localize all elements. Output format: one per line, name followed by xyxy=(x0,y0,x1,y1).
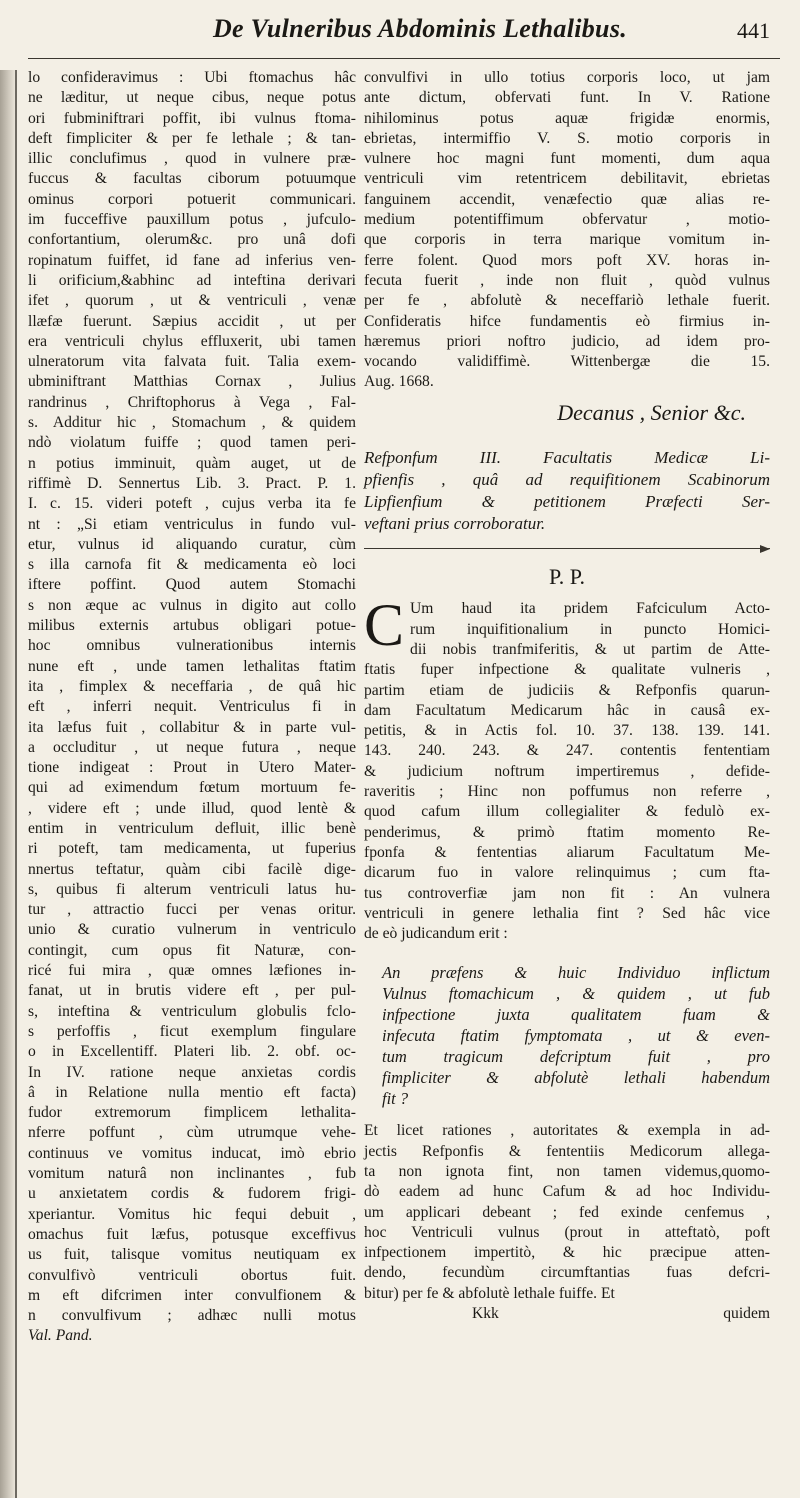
text-line: ubminiftrant Matthias Cornax , Julius xyxy=(28,373,356,391)
text-line: petitis, & in Actis fol. 10. 37. 138. 139. 141. xyxy=(364,722,770,740)
text-line: I. c. 15. videri poteft , cujus verba ita fe xyxy=(28,495,356,513)
text-line: im fucceffive pauxillum potus , jufculo- xyxy=(28,211,356,229)
text-line: eft , inferri nequit. Ventriculus fi in xyxy=(28,698,356,716)
text-line: tione indigeat : Prout in Utero Mater- xyxy=(28,759,356,777)
text-line: ri poteft, tam medicamenta, ut fuperius xyxy=(28,840,356,858)
text-line: â in Relatione nulla mentio eft facta) xyxy=(28,1083,356,1101)
text-line: li orificium,&abhinc ad inteftina derivari xyxy=(28,271,356,289)
text-line: illic conclufimus , quod in vulnere præ- xyxy=(28,150,356,168)
text-line: An præfens & huic Individuo inflictum xyxy=(382,963,770,983)
text-line: hoc omnibus vulnerationibus internis xyxy=(28,637,356,655)
text-line: fuccus & facultas ciborum potuumque xyxy=(28,170,356,188)
text-line: omachus fuit læfus, potusque exceffivus xyxy=(28,1225,356,1243)
text-line: tur , attractio fucci per venas oritur. xyxy=(28,901,356,919)
text-line: convulfivi in ullo totius corporis loco, ut jam xyxy=(364,69,770,86)
text-line: penderimus, & primò ftatim momento Re- xyxy=(364,823,770,841)
text-line: ante dictum, obfervati funt. In V. Ratione xyxy=(364,89,770,107)
page-footer xyxy=(364,1304,770,1324)
text-line: ropinatum fuiffet, id fane ad inferius ven- xyxy=(28,251,356,269)
text-line: 143. 240. 243. & 247. contentis fententiam xyxy=(364,742,770,760)
text-line: xperiantur. Vomitus hic fequi debuit , xyxy=(28,1205,356,1223)
text-line: Et licet rationes , autoritates & exempla in ad- xyxy=(364,1122,770,1140)
text-line: de eò judicandum erit : xyxy=(364,925,508,943)
text-line: ftatis fuper infpectione & qualitate vulneris , xyxy=(364,661,770,679)
text-line: bitur) per fe & abfolutè lethale fuiffe. Et xyxy=(364,1284,615,1302)
text-line: iftere poffint. Quod autem Stomachi xyxy=(28,576,356,594)
text-line: Lipfienfium & petitionem Præfecti Ser- xyxy=(364,492,770,512)
text-line: era ventriculi chylus effluxerit, ubi tamen xyxy=(28,332,356,350)
text-line: nferre poffunt , cùm utrumque vehe- xyxy=(28,1124,356,1142)
left-column xyxy=(28,68,356,1347)
text-line: Confideratis hifce fundamentis eò firmius in- xyxy=(364,312,770,330)
text-line: fimpliciter & abfolutè lethali habendum xyxy=(382,1068,770,1088)
text-line: vulnere hoc magni funt momenti, dum aqua xyxy=(364,150,770,168)
text-line: n potius imminuit, quàm auget, ut de xyxy=(28,454,356,472)
text-line: fudor extremorum fimplicem lethalita- xyxy=(28,1104,356,1122)
text-line: , videre eft ; unde illud, quod lentè & xyxy=(28,799,356,817)
text-line: fanguinem accendit, venæfectio quæ alias re- xyxy=(364,190,770,208)
text-line: In IV. ratione neque anxietas cordis xyxy=(28,1063,356,1081)
text-line: o in Excellentiff. Plateri lib. 2. obf. oc- xyxy=(28,1043,356,1061)
text-line: Val. Pand. xyxy=(28,1327,93,1345)
header-rule xyxy=(28,58,780,59)
paragraph-judgement xyxy=(364,1121,770,1304)
page-header xyxy=(70,14,770,50)
text-line: fponfa & fententias aliarum Facultatum Me- xyxy=(364,843,770,861)
text-line: Um haud ita pridem Fafciculum Acto- xyxy=(410,600,770,618)
text-line: rum inquifitionalium in puncto Homici- xyxy=(410,620,770,638)
text-line: a occluditur , ut neque futura , neque xyxy=(28,738,356,756)
text-line: ita , fimplex & neceffaria , de quâ hic xyxy=(28,677,356,695)
text-line: etur, vulnus id aliquando curatur, cùm xyxy=(28,535,356,553)
text-line: raveritis ; Hinc non poffumus non referre , xyxy=(364,783,770,801)
text-line: fanat, ut in brutis videre eft , per pul- xyxy=(28,982,356,1000)
text-line: convulfivò ventriculi obortus fuit. xyxy=(28,1266,356,1284)
text-line: n convulfivum ; adhæc nulli motus xyxy=(28,1307,356,1325)
text-line: s illa carnofa fit & medicamenta eò loci xyxy=(28,556,356,574)
text-line: ventriculi vim retentricem debilitavit, ebrietas xyxy=(364,170,770,188)
text-line: infpectione juxta qualitatem fuam & xyxy=(382,1005,770,1025)
text-line: nihilominus potus aquæ frigidæ enormis, xyxy=(364,109,770,127)
text-line: dendo, fecundùm circumftantias fuas defcri- xyxy=(364,1264,770,1282)
text-line: continuus ve vomitus inducat, imò ebrio xyxy=(28,1144,356,1162)
text-line: per fe , abfolutè & neceffariò lethale fuerit. xyxy=(364,292,770,310)
text-line: s, inteftina & ventriculum globulis fclo- xyxy=(28,1002,356,1020)
text-line: um applicari debeant ; fed exinde cenfemus , xyxy=(364,1203,770,1221)
text-line: vocando validiffimè. Wittenbergæ die 15. xyxy=(364,353,770,371)
text-line: dam Facultatum Medicarum hâc in causâ ex- xyxy=(364,701,770,719)
running-title: De Vulneribus Abdominis Lethalibus. xyxy=(212,14,628,43)
text-line: llæfæ fuerunt. Sæpius accidit , ut per xyxy=(28,312,356,330)
text-line: ifet , quorum , ut & ventriculi , venæ xyxy=(28,292,356,310)
text-line: ferre folent. Quod mors poft XV. horas in- xyxy=(364,251,770,269)
text-line: contingit, cum opus fit Naturæ, con- xyxy=(28,941,356,959)
decorative-rule xyxy=(364,543,770,553)
text-line: s non æque ac vulnus in digito aut collo xyxy=(28,596,356,614)
text-line: dii nobis tranfmiferitis, & ut partim de Atte- xyxy=(410,640,770,658)
text-line: lo confideravimus : Ubi ftomachus hâc xyxy=(28,69,356,86)
text-line: s, quibus fi alterum ventriculi latus hu- xyxy=(28,880,356,898)
text-line: dò eadem ad hunc Cafum & ad hoc Individu- xyxy=(364,1183,770,1201)
text-line: s perfoffis , ficut exemplum fingulare xyxy=(28,1022,356,1040)
text-line: confortantium, olerum&c. pro unâ dofi xyxy=(28,231,356,249)
text-line: dicarum fuo in valore relinquimus ; cum fta- xyxy=(364,864,770,882)
text-line: ori fubminiftrari poffit, ibi vulnus ftoma- xyxy=(28,109,356,127)
text-line: que corporis in terra marique vomitum in- xyxy=(364,231,770,249)
text-line: infecuta ftatim fymptomata , ut & even- xyxy=(382,1026,770,1046)
text-line: & judicium noftrum impertiremus , defide- xyxy=(364,762,770,780)
text-line: us fuit, talisque vomitus neutiquam ex xyxy=(28,1246,356,1264)
question-block xyxy=(382,962,770,1109)
text-line: m eft difcrimen inter convulfionem & xyxy=(28,1286,356,1304)
text-line: Refponfum III. Facultatis Medicæ Li- xyxy=(364,448,770,468)
signature-mark: Kkk xyxy=(472,1305,499,1323)
text-line: tum tragicum defcriptum fuit , pro xyxy=(382,1047,770,1067)
text-line: s. Additur hic , Stomachum , & quidem xyxy=(28,414,356,432)
text-line: nnertus teftatur, quàm cibi facilè dige- xyxy=(28,860,356,878)
text-line: veftani prius corroboratur. xyxy=(364,514,546,534)
text-line: ta non ignota fint, non tamen videmus,quomo- xyxy=(364,1162,770,1180)
text-line: unio & curatio vulnerum in ventriculo xyxy=(28,921,356,939)
page-number: 441 xyxy=(737,18,770,43)
signature: Decanus , Senior &c. xyxy=(557,399,746,425)
text-line: nt : „Si etiam ventriculus in fundo vul- xyxy=(28,515,356,533)
paragraph-opinion-end xyxy=(364,68,770,393)
paragraph-responsum xyxy=(364,592,770,944)
binding-edge xyxy=(15,70,17,1498)
drop-cap: C xyxy=(364,592,405,659)
text-line: fecuta fuerit , inde non fluit , quòd vulnus xyxy=(364,271,770,289)
text-line: ominus corpori potuerit communicari. xyxy=(28,190,356,208)
right-column xyxy=(364,68,770,1324)
text-line: ne læditur, ut neque cibus, neque potus xyxy=(28,89,356,107)
text-line: u anxietatem cordis & fudorem frigi- xyxy=(28,1185,356,1203)
text-line: ebrietas, intermiffio V. S. motio corporis in xyxy=(364,129,770,147)
text-line: Aug. 1668. xyxy=(364,373,434,391)
text-line: milibus externis artubus obligari potue- xyxy=(28,617,356,635)
text-line: tus controverfiæ jam non fit : An vulnera xyxy=(364,884,770,902)
text-line: pfienfis , quâ ad requifitionem Scabinorum xyxy=(364,470,770,490)
text-line: hoc Ventriculi vulnus (prout in atteftatò, poft xyxy=(364,1223,770,1241)
text-line: entim in ventriculum defluit, illic benè xyxy=(28,819,356,837)
text-line: ventriculi in genere lethalia fint ? Sed hâc vice xyxy=(364,904,770,922)
text-line: riffimè D. Sennertus Lib. 3. Pract. P. 1. xyxy=(28,474,356,492)
salutation: P. P. xyxy=(548,564,586,590)
text-line: randrinus , Chriftophorus à Vega , Fal- xyxy=(28,393,356,411)
text-line: ulneratorum vita falvata fuit. Talia exem- xyxy=(28,353,356,371)
text-line: infpectionem impertitò, & hic præcipue atten- xyxy=(364,1244,770,1262)
text-line: ita læfus fuit , collabitur & in parte vul- xyxy=(28,718,356,736)
text-line: Vulnus ftomachicum , & quidem , ut fub xyxy=(382,984,770,1004)
text-line: partim etiam de judiciis & Refponfis quarun- xyxy=(364,681,770,699)
text-line: jectis Refponfis & fententiis Medicorum allega- xyxy=(364,1142,770,1160)
text-line: hæremus priori noftro judicio, ad idem pro- xyxy=(364,332,770,350)
text-line: fit ? xyxy=(382,1089,409,1109)
text-line: qui ad eximendum fœtum mortuum fe- xyxy=(28,779,356,797)
text-line: medium potentiffimum obfervatur , motio- xyxy=(364,211,770,229)
binding-gutter xyxy=(0,70,16,1498)
catchword: quidem xyxy=(723,1305,770,1323)
text-line: nune eft , unde tamen lethalitas ftatim xyxy=(28,657,356,675)
text-line: ndò violatum fuiffe ; quod tamen peri- xyxy=(28,434,356,452)
text-line: deft fimpliciter & per fe lethale ; & tan- xyxy=(28,129,356,147)
text-line: quod cafum illum collegialiter & fedulò ex- xyxy=(364,803,770,821)
responsum-title xyxy=(364,447,770,535)
text-line: vomitum naturâ non inclinantes , fub xyxy=(28,1165,356,1183)
text-line: ricé fui mira , quæ omnes læfiones in- xyxy=(28,962,356,980)
